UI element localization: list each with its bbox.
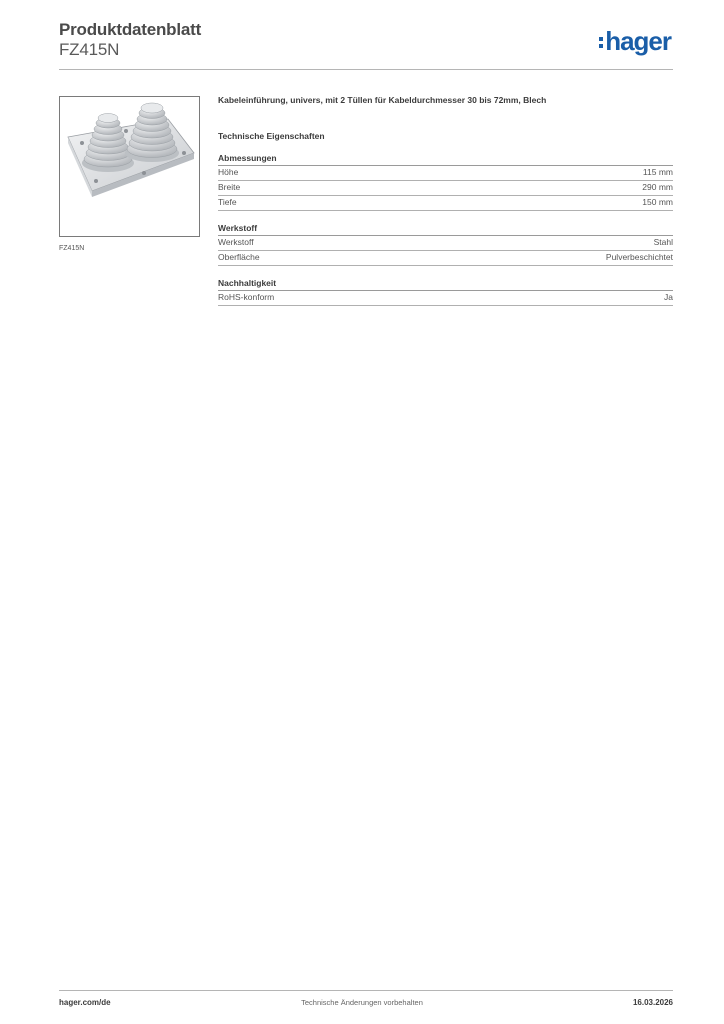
product-photo xyxy=(59,96,200,237)
product-details xyxy=(218,95,673,306)
row-value: Stahl xyxy=(653,237,673,247)
hager-logo xyxy=(599,28,671,54)
row-label: Breite xyxy=(218,182,241,192)
section-material xyxy=(218,223,673,266)
section-dimensions xyxy=(218,153,673,211)
footer-divider xyxy=(59,990,673,991)
header-divider xyxy=(59,69,673,70)
row-value: 115 mm xyxy=(642,167,673,177)
cable-gland-plate-icon xyxy=(60,97,199,236)
table-row xyxy=(218,251,673,266)
row-label: Oberfläche xyxy=(218,252,260,262)
footer-notice: Technische Änderungen vorbehalten xyxy=(301,998,423,1007)
row-label: Tiefe xyxy=(218,197,237,207)
footer-date: 16.03.2026 xyxy=(632,998,673,1007)
section-title: Werkstoff xyxy=(218,223,673,236)
row-value: 150 mm xyxy=(642,197,673,207)
table-row xyxy=(218,181,673,196)
product-description: Kabeleinführung, univers, mit 2 Tüllen für Kabeldurchmesser 30 bis 72mm, Blech xyxy=(218,95,547,105)
section-title: Nachhaltigkeit xyxy=(218,278,673,291)
table-row xyxy=(218,236,673,251)
row-value: 290 mm xyxy=(642,182,673,192)
row-label: Werkstoff xyxy=(218,237,254,247)
page-title: Produktdatenblatt xyxy=(59,20,202,39)
table-row xyxy=(218,166,673,181)
table-row xyxy=(218,291,673,306)
tech-properties-heading: Technische Eigenschaften xyxy=(218,131,325,141)
product-code: FZ415N xyxy=(59,40,120,59)
row-value: Ja xyxy=(664,292,673,302)
footer-website-link[interactable]: hager.com/de xyxy=(59,998,111,1007)
page-header xyxy=(59,20,673,70)
photo-caption: FZ415N xyxy=(59,245,85,252)
row-value: Pulverbeschichtet xyxy=(605,252,673,262)
row-label: RoHS-konform xyxy=(218,292,275,302)
logo-dots-icon xyxy=(599,37,603,48)
section-sustainability xyxy=(218,278,673,306)
table-row xyxy=(218,196,673,211)
section-title: Abmessungen xyxy=(218,153,673,166)
logo-text: hager xyxy=(605,26,671,56)
row-label: Höhe xyxy=(218,167,239,177)
